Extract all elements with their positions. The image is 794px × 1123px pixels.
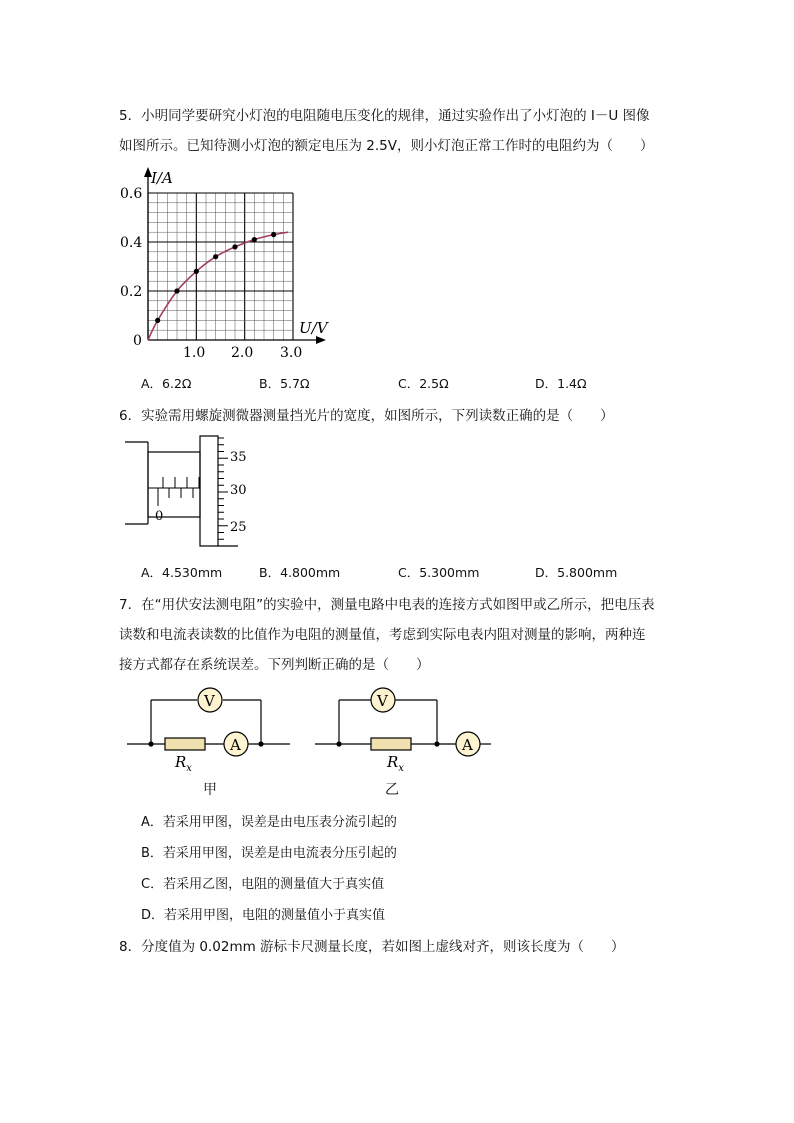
q5-option-b[interactable]: B．5.7Ω [259,376,310,391]
circuit-right-caption: 乙 [385,782,399,798]
data-point [155,318,160,323]
x-tick-label: 2.0 [231,345,254,361]
svg-text:V: V [377,692,388,710]
resistor-rx [371,738,411,750]
micrometer-sleeve [148,452,200,517]
y-tick-label: 0.6 [120,186,143,202]
sleeve-zero-label: 0 [155,509,164,524]
iu-curve [148,232,288,340]
junction-dot [148,741,153,746]
iu-graph [120,165,340,363]
q8-stem: 8．分度值为 0.02mm 游标卡尺测量长度，若如图上虚线对齐，则该长度为（ ） [119,939,625,955]
y-tick-label: 0.4 [120,235,143,251]
data-point [252,237,257,242]
q7-option-c[interactable]: C．若采用乙图，电阻的测量值大于真实值 [141,877,385,892]
thimble-scale [218,438,228,539]
thimble-label: 35 [230,450,247,465]
circuit-left-caption: 甲 [203,782,217,798]
q7-option-a[interactable]: A．若采用甲图，误差是由电压表分流引起的 [141,815,397,830]
q5-option-c[interactable]: C．2.5Ω [398,376,449,391]
thimble-label: 25 [230,520,247,535]
q6-option-d[interactable]: D．5.800mm [535,565,618,580]
micrometer-thimble [200,436,218,546]
x-axis-label: U/V [299,319,328,337]
data-point [213,254,218,259]
junction-dot [434,741,439,746]
thimble-label: 30 [230,483,247,498]
q6-option-c[interactable]: C．5.300mm [398,565,480,580]
data-point [271,232,276,237]
svg-text:A: A [462,736,473,754]
svg-text:V: V [204,692,215,710]
resistor-label: $R_x$ [387,753,404,774]
data-point [174,288,179,293]
junction-dot [336,741,341,746]
junction-dot [258,741,263,746]
q5-stem-line1: 5．小明同学要研究小灯泡的电阻随电压变化的规律，通过实验作出了小灯泡的 I－U 图像 [119,108,650,124]
q5-option-a[interactable]: A．6.2Ω [141,376,192,391]
resistor-label: $R_x$ [175,753,192,774]
y-axis-label: I/A [151,169,173,187]
q7-option-b[interactable]: B．若采用甲图，误差是由电流表分压引起的 [141,846,397,861]
y-tick-label: 0.2 [120,284,143,300]
q7-stem-line1: 7．在“用伏安法测电阻”的实验中，测量电路中电表的连接方式如图甲或乙所示，把电压表 [119,597,655,613]
q6-option-b[interactable]: B．4.800mm [259,565,341,580]
q7-stem-line3: 接方式都存在系统误差。下列判断正确的是（ ） [119,657,430,673]
micrometer-figure [120,432,260,550]
x-tick-label: 1.0 [183,345,206,361]
circuit-right [315,683,495,773]
resistor-rx [165,738,205,750]
x-tick-label: 3.0 [280,345,303,361]
graph-grid [148,193,293,340]
q5-stem-line2: 如图所示。已知待测小灯泡的额定电压为 2.5V，则小灯泡正常工作时的电阻约为（ ） [119,138,654,154]
svg-text:A: A [230,736,241,754]
q6-stem: 6．实验需用螺旋测微器测量挡光片的宽度，如图所示，下列读数正确的是（ ） [119,408,614,424]
q6-option-a[interactable]: A．4.530mm [141,565,223,580]
q5-option-d[interactable]: D．1.4Ω [535,376,587,391]
q7-stem-line2: 读数和电流表读数的比值作为电阻的测量值，考虑到实际电表内阻对测量的影响，两种连 [119,627,646,643]
circuit-left [125,683,295,773]
data-point [194,269,199,274]
origin-label: 0 [133,333,142,349]
q7-option-d[interactable]: D．若采用甲图，电阻的测量值小于真实值 [141,908,386,923]
data-point [232,244,237,249]
x-axis-arrow [316,336,326,344]
